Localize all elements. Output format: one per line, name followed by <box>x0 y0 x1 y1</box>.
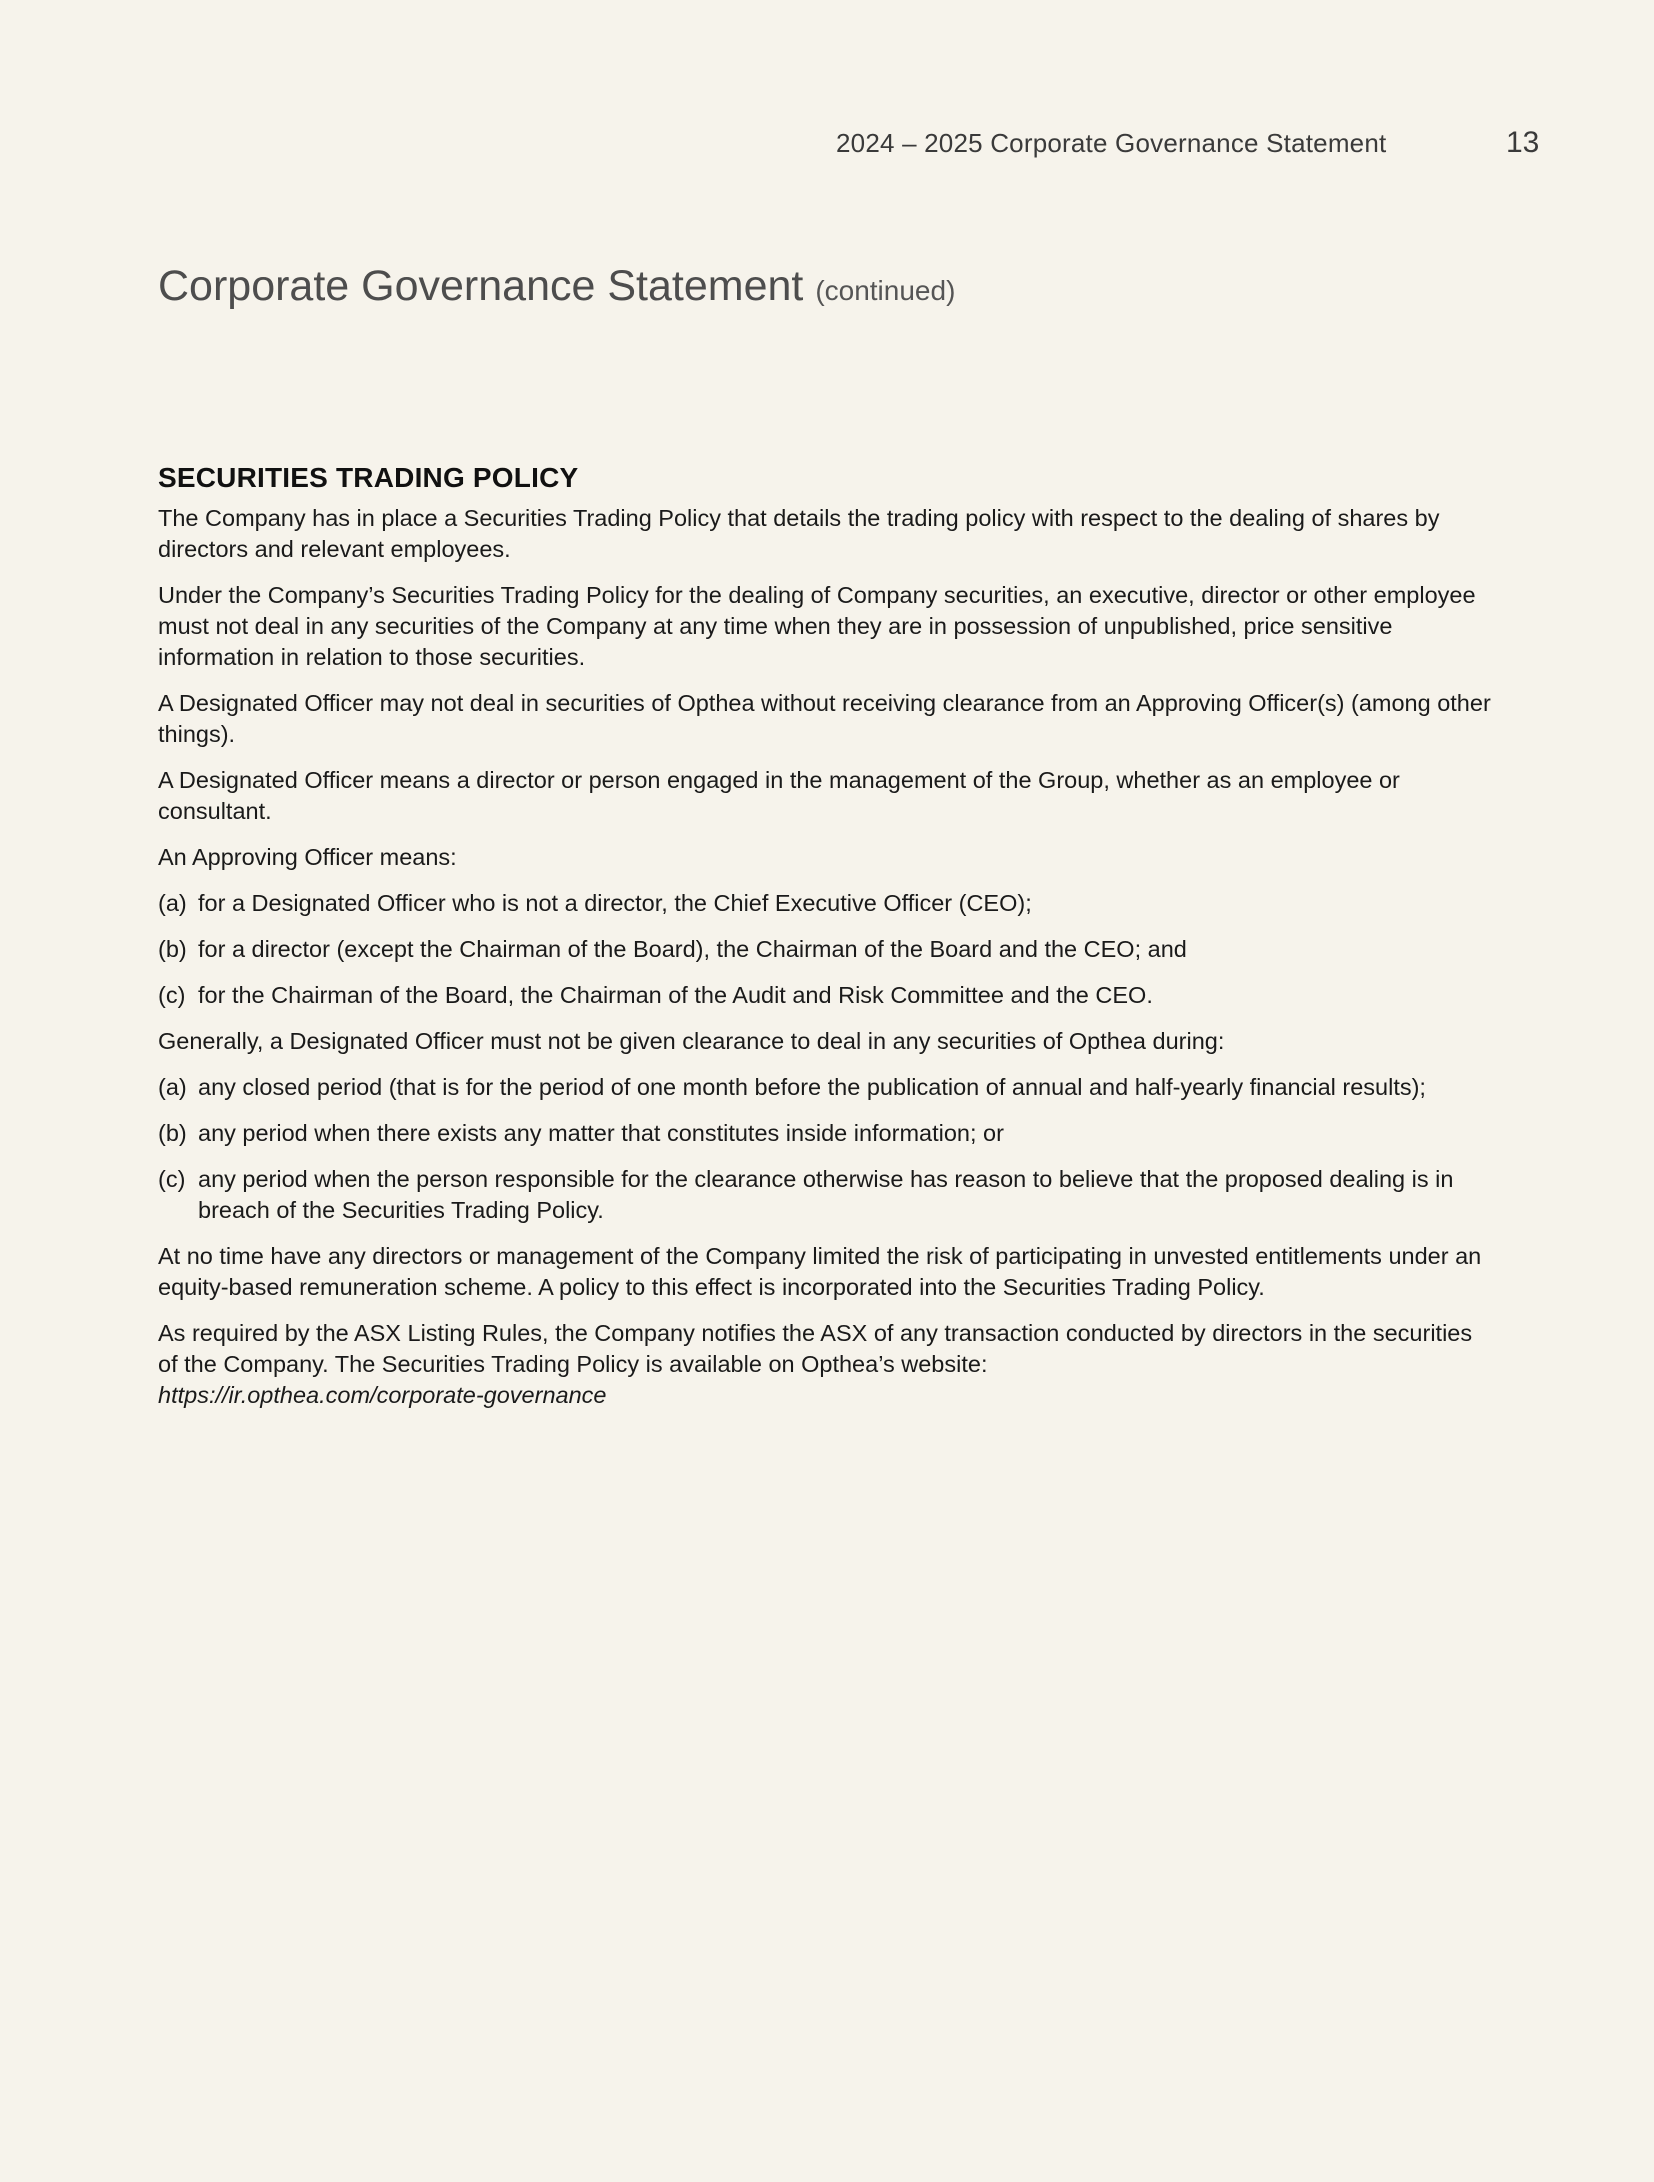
list-item <box>158 980 1498 1011</box>
list-item <box>158 1164 1498 1226</box>
list-item <box>158 888 1498 919</box>
paragraph-designated-officer-definition: A Designated Officer means a director or person engaged in the management of the Group, whether as an employee or consultant. <box>158 767 1400 824</box>
paragraph-clearance-intro: Generally, a Designated Officer must not be given clearance to deal in any securities of Opthea during: <box>158 1028 1225 1054</box>
page-number: 13 <box>1506 126 1540 159</box>
paragraph-equity-remuneration: At no time have any directors or management of the Company limited the risk of participating in unvested entitlements under an equity-based remuneration scheme. A policy to this effect is incorporated into the Securities Trading Policy. <box>158 1243 1482 1300</box>
page-title-suffix: (continued) <box>815 275 956 306</box>
list-marker: (b) <box>158 936 187 962</box>
list-item <box>158 1118 1498 1149</box>
list-marker: (a) <box>158 890 187 916</box>
list-item-text: any period when the person responsible for the clearance otherwise has reason to believe that the proposed dealing is in breach of the Securities Trading Policy. <box>198 1166 1454 1223</box>
paragraph-dealing-restriction: Under the Company’s Securities Trading Policy for the dealing of Company securities, an executive, director or other employee must not deal in any securities of the Company at any time when they are in possession of unpublished, price sensitive information in relation to those securities. <box>158 582 1476 670</box>
list-marker: (c) <box>158 1166 186 1192</box>
list-item-text: for a Designated Officer who is not a director, the Chief Executive Officer (CEO); <box>198 890 1032 916</box>
website-link[interactable]: https://ir.opthea.com/corporate-governance <box>158 1382 607 1408</box>
list-marker: (c) <box>158 982 186 1008</box>
running-header-title: 2024 – 2025 Corporate Governance Statement <box>836 128 1387 158</box>
page-title <box>158 262 955 311</box>
list-item-text: for a director (except the Chairman of the Board), the Chairman of the Board and the CEO; and <box>198 936 1187 962</box>
paragraph-clearance-requirement: A Designated Officer may not deal in securities of Opthea without receiving clearance from an Approving Officer(s) (among other things). <box>158 690 1491 747</box>
paragraph-approving-officer-intro: An Approving Officer means: <box>158 844 457 870</box>
asx-notification-text: As required by the ASX Listing Rules, the Company notifies the ASX of any transaction conducted by directors in the securities of the Company. The Securities Trading Policy is available on Opthea’s website: <box>158 1320 1473 1377</box>
list-item-text: for the Chairman of the Board, the Chairman of the Audit and Risk Committee and the CEO. <box>198 982 1153 1008</box>
section-heading: SECURITIES TRADING POLICY <box>158 462 579 493</box>
page-title-main: Corporate Governance Statement <box>158 262 804 310</box>
list-item-text: any closed period (that is for the period of one month before the publication of annual and half-yearly financial results); <box>198 1074 1426 1100</box>
list-item-text: any period when there exists any matter that constitutes inside information; or <box>198 1120 1004 1146</box>
main-content <box>158 462 1498 1426</box>
list-item <box>158 934 1498 965</box>
paragraph-asx-notification <box>158 1318 1498 1411</box>
list-marker: (b) <box>158 1120 187 1146</box>
list-marker: (a) <box>158 1074 187 1100</box>
list-item <box>158 1072 1498 1103</box>
paragraph-policy-overview: The Company has in place a Securities Trading Policy that details the trading policy with respect to the dealing of shares by directors and relevant employees. <box>158 505 1440 562</box>
